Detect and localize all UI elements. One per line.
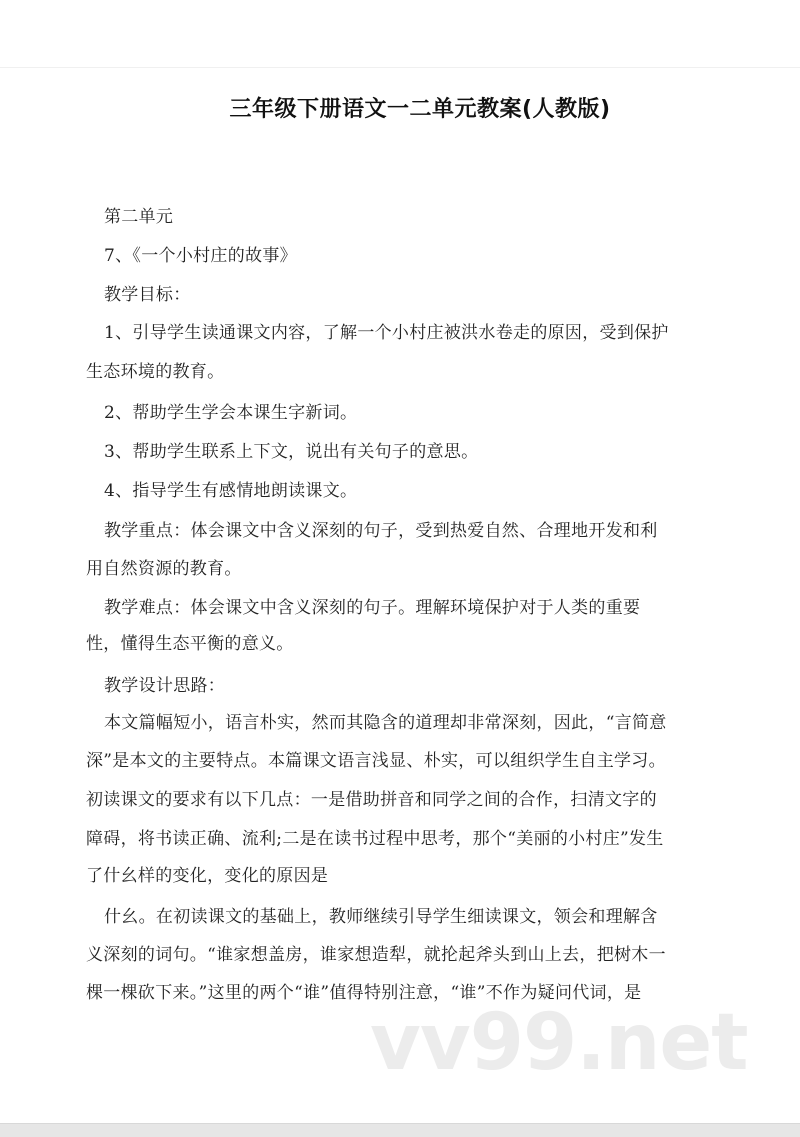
paragraph-line: 教学设计思路： xyxy=(104,676,226,696)
paragraph-line: 什幺。在初读课文的基础上，教师继续引导学生细读课文，领会和理解含 xyxy=(104,907,658,927)
paragraph-line: 棵一棵砍下来。”这里的两个“谁”值得特别注意，“谁”不作为疑问代词，是 xyxy=(86,983,642,1003)
document-title: 三年级下册语文一二单元教案(人教版) xyxy=(229,97,611,122)
paragraph-line: 了什幺样的变化，变化的原因是 xyxy=(86,866,329,886)
paragraph-line: 2、帮助学生学会本课生字新词。 xyxy=(104,403,358,423)
paragraph-line: 深”是本文的主要特点。本篇课文语言浅显、朴实，可以组织学生自主学习。 xyxy=(86,751,666,771)
paragraph-line: 教学难点：体会课文中含义深刻的句子。理解环境保护对于人类的重要 xyxy=(104,598,641,618)
paragraph-line: 7、《一个小村庄的故事》 xyxy=(104,246,297,266)
paragraph-line: 教学目标： xyxy=(104,285,191,305)
paragraph-line: 生态环境的教育。 xyxy=(86,362,225,382)
paragraph-line: 障碍，将书读正确、流利;二是在读书过程中思考，那个“美丽的小村庄”发生 xyxy=(86,829,664,849)
paragraph-line: 用自然资源的教育。 xyxy=(86,559,242,579)
paragraph-line: 初读课文的要求有以下几点：一是借助拼音和同学之间的合作，扫清文字的 xyxy=(86,790,657,810)
paragraph-line: 第二单元 xyxy=(104,207,174,227)
paragraph-line: 教学重点：体会课文中含义深刻的句子，受到热爱自然、合理地开发和利 xyxy=(104,521,658,541)
paragraph-line: 本文篇幅短小，语言朴实，然而其隐含的道理却非常深刻，因此，“言简意 xyxy=(104,713,667,733)
paragraph-line: 义深刻的词句。“谁家想盖房，谁家想造犁，就抡起斧头到山上去，把树木一 xyxy=(86,945,666,965)
watermark: vv99.net xyxy=(370,998,748,1088)
paragraph-line: 4、指导学生有感情地朗读课文。 xyxy=(104,481,358,501)
paragraph-line: 1、引导学生读通课文内容，了解一个小村庄被洪水卷走的原因，受到保护 xyxy=(104,323,669,343)
paragraph-line: 性，懂得生态平衡的意义。 xyxy=(86,634,294,654)
divider xyxy=(0,67,800,68)
paragraph-line: 3、帮助学生联系上下文，说出有关句子的意思。 xyxy=(104,442,479,462)
